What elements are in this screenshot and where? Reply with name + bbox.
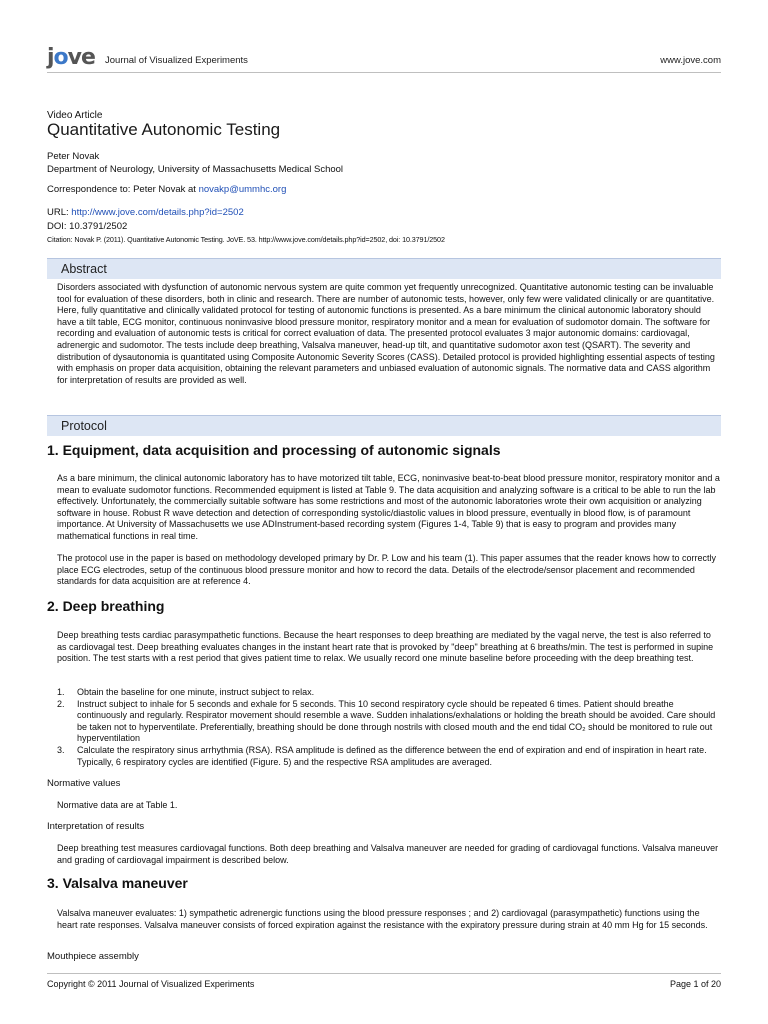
step-text: Obtain the baseline for one minute, instruct subject to relax. [77,687,315,697]
step-number: 2. [57,698,65,709]
url-label: URL: [47,207,72,218]
section-3-paragraph-1: Valsalva maneuver evaluates: 1) sympathetic adrenergic functions using the blood pressure responses ; and 2) cardiovagal (parasympathetic) functions using the heart rate responses. Valsalva maneuver consists of forced expiration against the resistance with the expiratory pressure during strain at 40 mm Hg for 15 seconds. [57,908,708,930]
step-number: 1. [57,687,65,697]
section-1-paragraph-2: The protocol use in the paper is based on methodology developed primary by Dr. P. Low and his team (1). This paper assumes that the reader knows how to correctly place ECG electrodes, setup of the continuous blood pressure monitor and how to record the data. Details of the electrode/sensor placement and recommended standards for data acquisition are at reference 4. [57,553,717,587]
deep-breathing-steps [57,687,721,768]
step-text: Instruct subject to inhale for 5 seconds and exhale for 5 seconds. This 10 second respiratory cycle should be repeated 6 times. Patient should breathe continuously and regularly. Respirator movement should resemble a wave. Sudden inhalations/exhalations or holding the breath should be avoided. Care should be taken not to hyperventilate. Preferentially, breathing should be done through nostrils with closed mouth and the end tidal CO₂ should be monitored to rule out hyperventilation [77,698,716,744]
article-type: Video Article [47,110,103,121]
interpretation-heading: Interpretation of results [47,821,145,832]
protocol-heading-bar [47,415,721,436]
article-title: Quantitative Autonomic Testing [47,120,281,139]
step-number: 3. [57,744,65,755]
abstract-text: Disorders associated with dysfunction of autonomic nervous system are quite common yet frequently unrecognized. Quantitative autonomic testing can be invaluable tool for evaluation of these disorders, both in clinic and research. There are number of autonomic tests, however, only few were validated clinically or are quantitative. Here, fully quantitative and clinically validated protocol for testing of autonomic functions is presented. As a bare minimum the clinical autonomic laboratory should have a tilt table, ECG monitor, continuous noninvasive blood pressure monitor, respiratory monitor and a mean for evaluation of sudomotor domain. The software for recording and evaluation of autonomic tests is critical for correct evaluation of data. The presented protocol evaluates 3 major autonomic domains: cardiovagal, adrenergic and sudomotor. The tests include deep breathing, Valsalva maneuver, head-up tilt, and quantitative sudomotor axon test (QSART). The severity and distribution of dysautonomia is quantitated using Composite Autonomic Severity Scores (CASS). Detailed protocol is provided highlighting essential aspects of testing with emphasis on proper data acquisition, obtaining the relevant parameters and unbiased evaluation of autonomic signals. The normative data and CASS algorithm for interpretation of results are provided as well. [57,282,715,385]
abstract-heading: Abstract [61,262,107,276]
journal-name: Journal of Visualized Experiments [105,55,248,66]
abstract-heading-bar [47,258,721,279]
logo-letter-j: j [47,45,54,70]
affiliation: Department of Neurology, University of Massachusetts Medical School [47,164,344,175]
interpretation-text: Deep breathing test measures cardiovagal functions. Both deep breathing and Valsalva maneuver are needed for grading of cardiovagal functions. Valsalva maneuver and grading of cardiovagal impairment is described below. [57,843,719,865]
step-text: Calculate the respiratory sinus arrhythmia (RSA). RSA amplitude is defined as the difference between the end of expiration and end of inspiration in heart rate. Typically, 6 respiratory cycles are identified (Figure. 5) and the respective RSA amplitudes are averaged. [77,744,707,767]
article-url-link[interactable]: http://www.jove.com/details.php?id=2502 [71,207,244,218]
document-page [47,0,721,1024]
step-item [57,699,721,745]
normative-values-heading: Normative values [47,778,121,789]
section-3-title: 3. Valsalva maneuver [47,875,188,891]
site-url[interactable]: www.jove.com [660,55,721,66]
step-item [57,687,721,699]
correspondence [47,184,286,195]
section-1-paragraph-1: As a bare minimum, the clinical autonomic laboratory has to have motorized tilt table, ECG, noninvasive beat-to-beat blood pressure monitor, respiratory monitor and a mean to evaluate sudomotor functions. Recommended equipment is listed at Table 9. The data acquisition and analyzing software is a critical to be able to run the lab effectively. Unfortunately, the commercially suitable software has some restrictions and most of the autonomic laboratories wrote their own acquisition or analyzing software in house. Robust R wave detection and detection of corresponding systolic/diastolic values in blood pressure, eventually in blood flow, is of paramount importance. At University of Massachusetts we use ADInstrument-based recording system (Figures 1-4, Table 9) that is easy to program and provides many mathematical functions in real time. [57,473,720,541]
page-footer [47,973,721,994]
jove-logo [47,45,95,70]
copyright: Copyright © 2011 Journal of Visualized Experiments [47,979,255,989]
section-1-title: 1. Equipment, data acquisition and processing of autonomic signals [47,442,501,458]
normative-values-text: Normative data are at Table 1. [57,800,178,810]
author: Peter Novak [47,151,100,162]
doi: DOI: 10.3791/2502 [47,221,128,232]
logo-letter-o: o [53,45,68,70]
step-item [57,745,721,768]
protocol-heading: Protocol [61,419,107,433]
logo-letters-ve: ve [67,45,95,70]
section-2-title: 2. Deep breathing [47,598,165,614]
article-url [47,207,244,218]
page-number: Page 1 of 20 [669,979,721,989]
mouthpiece-assembly-heading: Mouthpiece assembly [47,951,139,962]
correspondence-email-link[interactable]: novakp@ummhc.org [198,184,287,195]
correspondence-label: Correspondence to: Peter Novak at [47,184,199,195]
page-header [47,42,721,73]
section-2-paragraph-1: Deep breathing tests cardiac parasympathetic functions. Because the heart responses to deep breathing are mediated by the vagal nerve, the test is also referred to as cardiovagal test. Deep breathing evaluates changes in the instant heart rate that is provoked by "deep" breathing at 6 breaths/min. The test is performed in supine position. The test starts with a rest period that gives patient time to relax. We usually record one minute baseline before proceeding with the deep breathing test. [57,630,714,664]
citation: Citation: Novak P. (2011). Quantitative Autonomic Testing. JoVE. 53. http://www.jove.com/details.php?id=2502, doi: 10.3791/2502 [47,235,445,244]
